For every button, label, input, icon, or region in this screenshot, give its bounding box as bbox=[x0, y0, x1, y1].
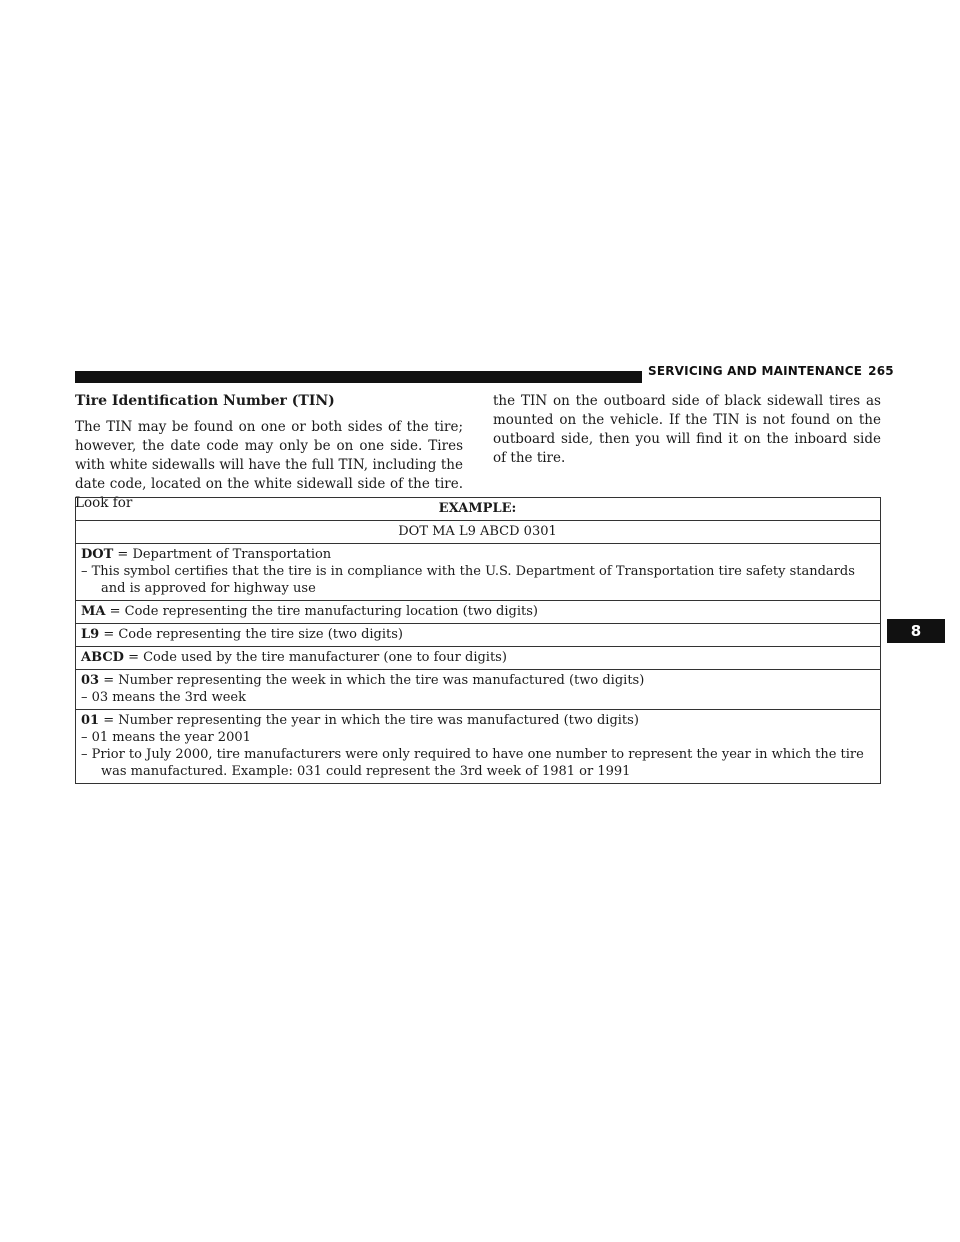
table-row bbox=[76, 670, 881, 710]
table-cell bbox=[76, 710, 881, 784]
table-note: – 01 means the year 2001 bbox=[81, 730, 251, 745]
running-header bbox=[648, 364, 894, 378]
code-definition bbox=[81, 649, 874, 666]
table-row bbox=[76, 601, 881, 624]
tin-code: L9 bbox=[81, 627, 100, 642]
chapter-tab: 8 bbox=[887, 619, 945, 643]
tin-example-table bbox=[75, 497, 881, 784]
table-cell bbox=[76, 670, 881, 710]
table-row bbox=[76, 624, 881, 647]
tin-code: DOT bbox=[81, 547, 114, 562]
table-cell bbox=[76, 544, 881, 601]
body-column-right bbox=[493, 392, 881, 468]
body-paragraph-left: The TIN may be found on one or both sides of the tire; however, the date code may only be on one side. Tires with white sidewalls will have the full TIN, including the date code, located on the white sidewall side of the tire. Look for bbox=[75, 419, 463, 511]
code-meaning: = Code used by the tire manufacturer (one to four digits) bbox=[123, 650, 507, 665]
code-definition bbox=[81, 626, 874, 643]
table-note: – This symbol certifies that the tire is in compliance with the U.S. Department of Transportation tire safety standards and is approved for highway use bbox=[81, 564, 855, 596]
section-name: SERVICING AND MAINTENANCE bbox=[648, 364, 863, 378]
section-title: Tire Identification Number (TIN) bbox=[75, 393, 335, 409]
tin-code: MA bbox=[81, 604, 106, 619]
code-meaning: = Department of Transportation bbox=[113, 547, 332, 562]
table-row bbox=[76, 647, 881, 670]
code-meaning: = Number representing the year in which the tire was manufactured (two digits) bbox=[99, 713, 639, 728]
table-heading: EXAMPLE: bbox=[76, 498, 881, 521]
code-meaning: = Code representing the tire size (two digits) bbox=[99, 627, 404, 642]
table-heading-row bbox=[76, 498, 881, 521]
body-paragraph-right: the TIN on the outboard side of black sidewall tires as mounted on the vehicle. If the TIN is not found on the outboard side, then you will find it on the inboard side of the tire. bbox=[493, 393, 881, 466]
code-meaning: = Number representing the week in which the tire was manufactured (two digits) bbox=[99, 673, 645, 688]
table-row bbox=[76, 544, 881, 601]
table-row bbox=[76, 710, 881, 784]
tin-code: 01 bbox=[81, 713, 100, 728]
code-definition bbox=[81, 672, 874, 689]
table-example-row bbox=[76, 521, 881, 544]
table-note: – Prior to July 2000, tire manufacturers were only required to have one number to represent the year in which the tire was manufactured. Example: 031 could represent the 3rd week of 1981 or 1991 bbox=[81, 747, 864, 779]
code-meaning: = Code representing the tire manufacturing location (two digits) bbox=[105, 604, 538, 619]
code-definition bbox=[81, 603, 874, 620]
table-cell bbox=[76, 624, 881, 647]
tin-code: 03 bbox=[81, 673, 100, 688]
header-rule bbox=[75, 371, 642, 383]
code-definition bbox=[81, 546, 874, 563]
table-cell bbox=[76, 601, 881, 624]
table-note: – 03 means the 3rd week bbox=[81, 690, 247, 705]
tin-code: ABCD bbox=[81, 650, 124, 665]
tin-example: DOT MA L9 ABCD 0301 bbox=[76, 521, 881, 544]
page-number: 265 bbox=[868, 364, 894, 378]
code-definition bbox=[81, 712, 874, 729]
table-cell bbox=[76, 647, 881, 670]
